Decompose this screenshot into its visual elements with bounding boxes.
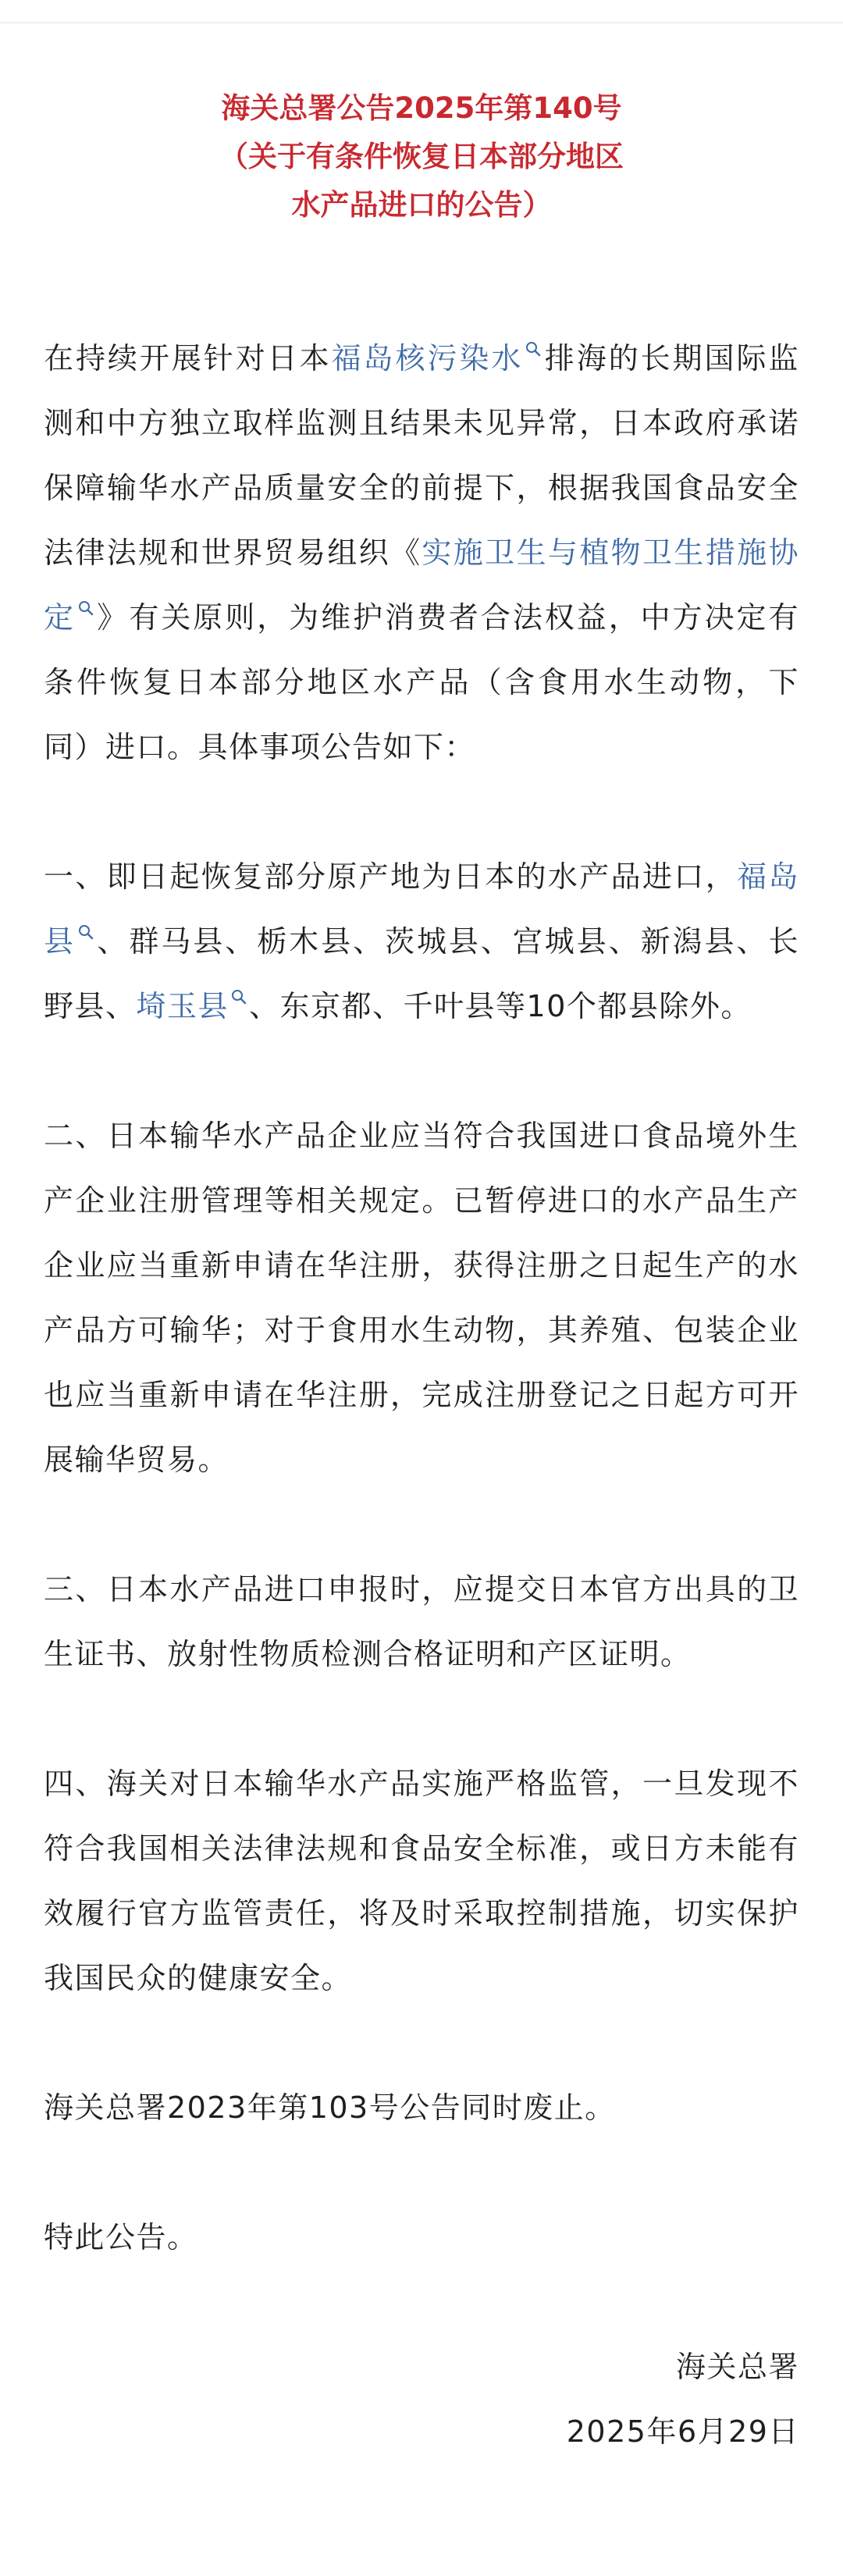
intro-text-2: 排海的长期国际监测和中方独立取样监测且结果未见异常，日本政府承诺保障输华水产品质量安全的前提下，根据我国食品安全法律法规和世界贸易组织《 <box>44 341 799 570</box>
title-line-2: （关于有条件恢复日本部分地区 <box>219 140 624 173</box>
search-icon[interactable] <box>525 340 542 358</box>
repeal-notice: 海关总署2023年第103号公告同时废止。 <box>44 2090 616 2125</box>
link-saitama-prefecture[interactable]: 埼玉县 <box>136 989 229 1023</box>
announcement-title <box>0 84 843 229</box>
top-divider <box>0 22 843 23</box>
signature: 海关总署 <box>675 2350 799 2384</box>
issue-date: 2025年6月29日 <box>566 2414 799 2449</box>
announcement-body <box>44 326 799 2464</box>
intro-text-1: 在持续开展针对日本 <box>44 341 332 375</box>
item-1-text-3: 、东京都、千叶县等10个都县除外。 <box>249 989 752 1023</box>
link-sps-agreement[interactable]: 实施卫生与植物卫生措施协定 <box>44 535 799 635</box>
item-1-text-2: 、群马县、栃木县、茨城县、宫城县、新潟县、长野县、 <box>44 924 799 1023</box>
search-icon[interactable] <box>77 923 94 941</box>
link-fukushima-prefecture[interactable]: 福岛县 <box>44 859 799 959</box>
item-3-paragraph: 三、日本水产品进口申报时，应提交日本官方出具的卫生证书、放射性物质检测合格证明和产区证明。 <box>44 1572 799 1671</box>
title-line-3: 水产品进口的公告） <box>291 188 552 222</box>
item-4-paragraph: 四、海关对日本输华水产品实施严格监管，一旦发现不符合我国相关法律法规和食品安全标准，或日方未能有效履行官方监管责任，将及时采取控制措施，切实保护我国民众的健康安全。 <box>44 1767 799 1995</box>
item-1-paragraph <box>44 845 799 1039</box>
title-line-1: 海关总署公告2025年第140号 <box>221 91 622 125</box>
intro-text-3: 》有关原则，为维护消费者合法权益，中方决定有条件恢复日本部分地区水产品（含食用水生动物，下同）进口。具体事项公告如下： <box>44 600 799 764</box>
search-icon[interactable] <box>230 988 247 1005</box>
item-2-paragraph: 二、日本输华水产品企业应当符合我国进口食品境外生产企业注册管理等相关规定。已暂停进口的水产品生产企业应当重新申请在华注册，获得注册之日起生产的水产品方可输华；对于食用水生动物，其养殖、包装企业也应当重新申请在华注册，完成注册登记之日起方可开展输华贸易。 <box>44 1119 799 1477</box>
intro-paragraph <box>44 326 799 780</box>
search-icon[interactable] <box>77 600 94 617</box>
item-1-text-1: 一、即日起恢复部分原产地为日本的水产品进口， <box>44 859 738 894</box>
link-fukushima-wastewater[interactable]: 福岛核污染水 <box>331 341 524 375</box>
closing-statement: 特此公告。 <box>44 2220 198 2254</box>
